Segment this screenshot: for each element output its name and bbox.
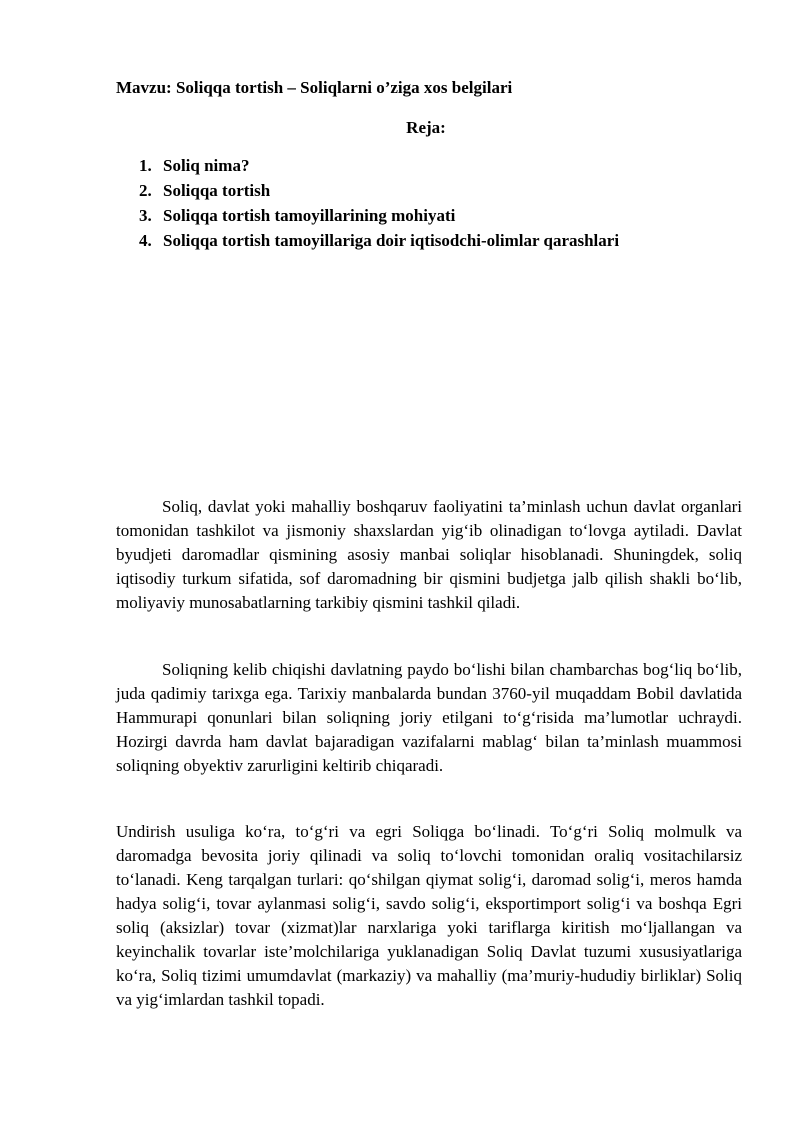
plan-item-number: 2. xyxy=(139,181,152,200)
plan-item-text: Soliq nima? xyxy=(163,156,250,175)
plan-heading: Reja: xyxy=(406,118,446,137)
plan-item xyxy=(139,153,619,178)
plan-item-number: 1. xyxy=(139,156,152,175)
document-title: Mavzu: Soliqqa tortish – Soliqlarni o’ziga xos belgilari xyxy=(116,78,513,97)
plan-item-number: 4. xyxy=(139,231,152,250)
plan-list xyxy=(139,153,619,253)
body-paragraph: Soliqning kelib chiqishi davlatning paydo bo‘lishi bilan chambarchas bog‘liq bo‘lib, juda qadimiy tarixga ega. Tarixiy manbalarda bundan 3760-yil muqaddam Bobil davlatida Hammurapi qonunlari bilan soliqning joriy etilgani to‘g‘risida ma’lumotlar uchraydi. Hozirgi davrda ham davlat bajaradigan vazifalarni mablag‘ bilan ta’minlash muammosi soliqning obyektiv zarurligini keltirib chiqaradi. xyxy=(116,660,742,775)
plan-item-number: 3. xyxy=(139,206,152,225)
body-paragraph: Undirish usuliga ko‘ra, to‘g‘ri va egri Soliqga bo‘linadi. To‘g‘ri Soliq molmulk va daromadga bevosita joriy qilinadi va soliq to‘lovchi tomonidan oraliq vositachilarsiz to‘lanadi. Keng tarqalgan turlari: qo‘shilgan qiymat solig‘i, daromad solig‘i, meros hamda hadya solig‘i, tovar aylanmasi solig‘i, savdo solig‘i, eksportimport solig‘i va boshqa Egri soliq (aksizlar) tovar (xizmat)lar narxlariga yoki tariflarga kiritish mo‘ljallangan va keyinchalik tovarlar iste’molchilariga yuklanadigan Soliq Davlat tuzumi xususiyatlariga ko‘ra, Soliq tizimi umumdavlat (markaziy) va mahalliy (ma’muriy-hududiy birliklar) Soliq va yig‘imlardan tashkil topadi. xyxy=(116,822,742,1009)
plan-item-text: Soliqqa tortish xyxy=(163,181,271,200)
plan-item-text: Soliqqa tortish tamoyillariga doir iqtisodchi-olimlar qarashlari xyxy=(163,231,620,250)
plan-item xyxy=(139,203,619,228)
body-paragraph: Soliq, davlat yoki mahalliy boshqaruv faoliyatini ta’minlash uchun davlat organlari tomonidan tashkilot va jismoniy shaxslardan yig‘ib olinadigan to‘lovga aytiladi. Davlat byudjeti daromadlar qismining asosiy manbai soliqlar hisoblanadi. Shuningdek, soliq iqtisodiy turkum sifatida, sof daromadning bir qismini budjetga jalb qilish shakli bo‘lib, moliyaviy munosabatlarning tarkibiy qismini tashkil qiladi. xyxy=(116,497,742,612)
plan-item xyxy=(139,228,619,253)
plan-item-text: Soliqqa tortish tamoyillarining mohiyati xyxy=(163,206,456,225)
plan-item xyxy=(139,178,619,203)
